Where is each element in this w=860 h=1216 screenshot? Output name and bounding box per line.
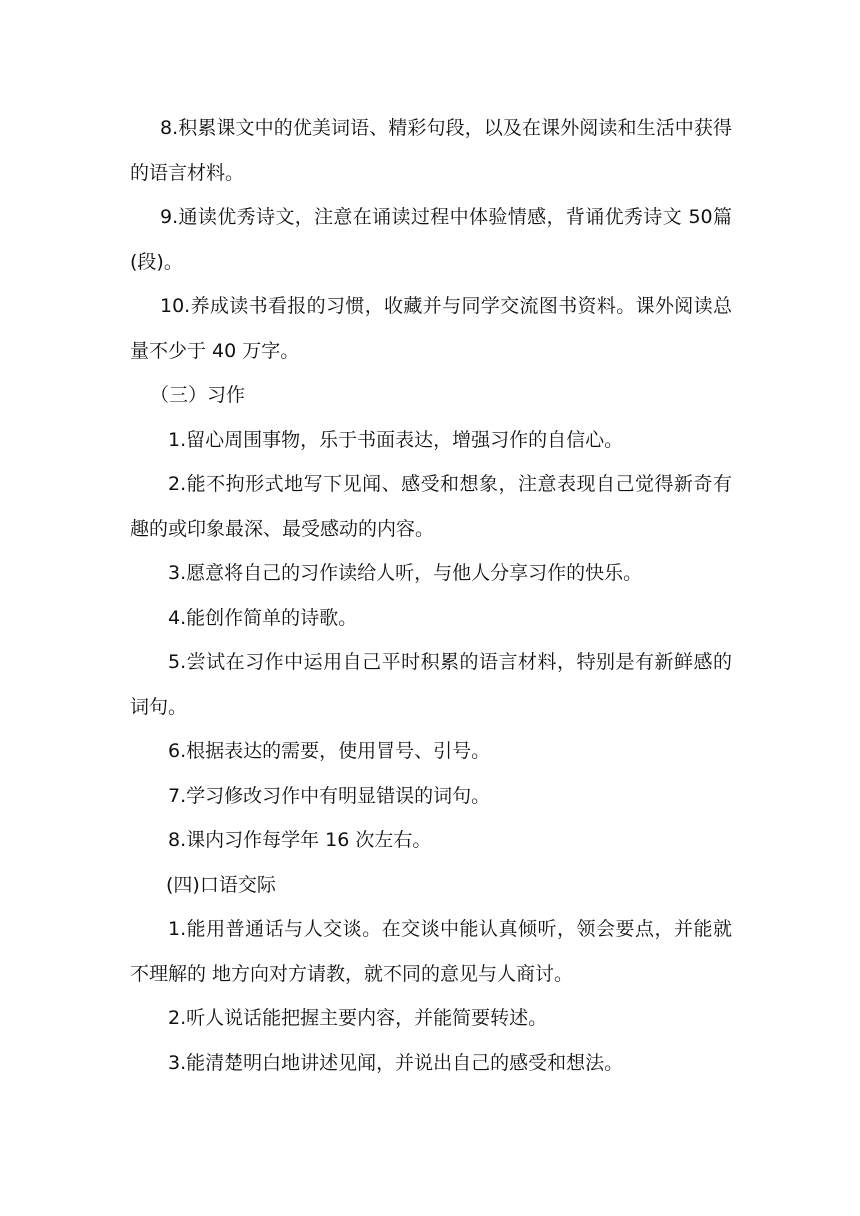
section-heading-oral: (四)口语交际 <box>166 873 276 896</box>
oral-item-2: 2.听人说话能把握主要内容，并能简要转述。 <box>168 1007 548 1029</box>
writing-item-5: 5.尝试在习作中运用自己平时积累的语言材料，特别是有新鲜感的词句。 <box>130 651 732 718</box>
oral-item-1: 1.能用普通话与人交谈。在交谈中能认真倾听，领会要点，并能就不理解的 地方向对方请教，就不同的意见与人商讨。 <box>130 918 732 985</box>
oral-item-3: 3.能清楚明白地讲述见闻，并说出自己的感受和想法。 <box>168 1051 624 1074</box>
writing-item-2: 2.能不拘形式地写下见闻、感受和想象，注意表现自己觉得新奇有趣的或印象最深、最受感动的内容。 <box>130 473 732 540</box>
paragraph-recite: 9.通读优秀诗文，注意在诵读过程中体验情感，背诵优秀诗文 50篇(段)。 <box>130 206 732 273</box>
writing-item-6: 6.根据表达的需要，使用冒号、引号。 <box>168 740 491 762</box>
document-body <box>130 106 732 1085</box>
section-heading-writing: （三）习作 <box>150 384 246 406</box>
writing-item-7: 7.学习修改习作中有明显错误的词句。 <box>168 784 491 807</box>
writing-item-8: 8.课内习作每学年 16 次左右。 <box>168 829 432 851</box>
paragraph-reading-habit: 10.养成读书看报的习惯，收藏并与同学交流图书资料。课外阅读总量不少于 40 万字。 <box>130 295 732 362</box>
writing-item-3: 3.愿意将自己的习作读给人听，与他人分享习作的快乐。 <box>168 562 643 584</box>
writing-item-4: 4.能创作简单的诗歌。 <box>168 606 358 629</box>
paragraph-accumulate: 8.积累课文中的优美词语、精彩句段，以及在课外阅读和生活中获得的语言材料。 <box>130 117 732 184</box>
writing-item-1: 1.留心周围事物，乐于书面表达，增强习作的自信心。 <box>168 428 624 451</box>
